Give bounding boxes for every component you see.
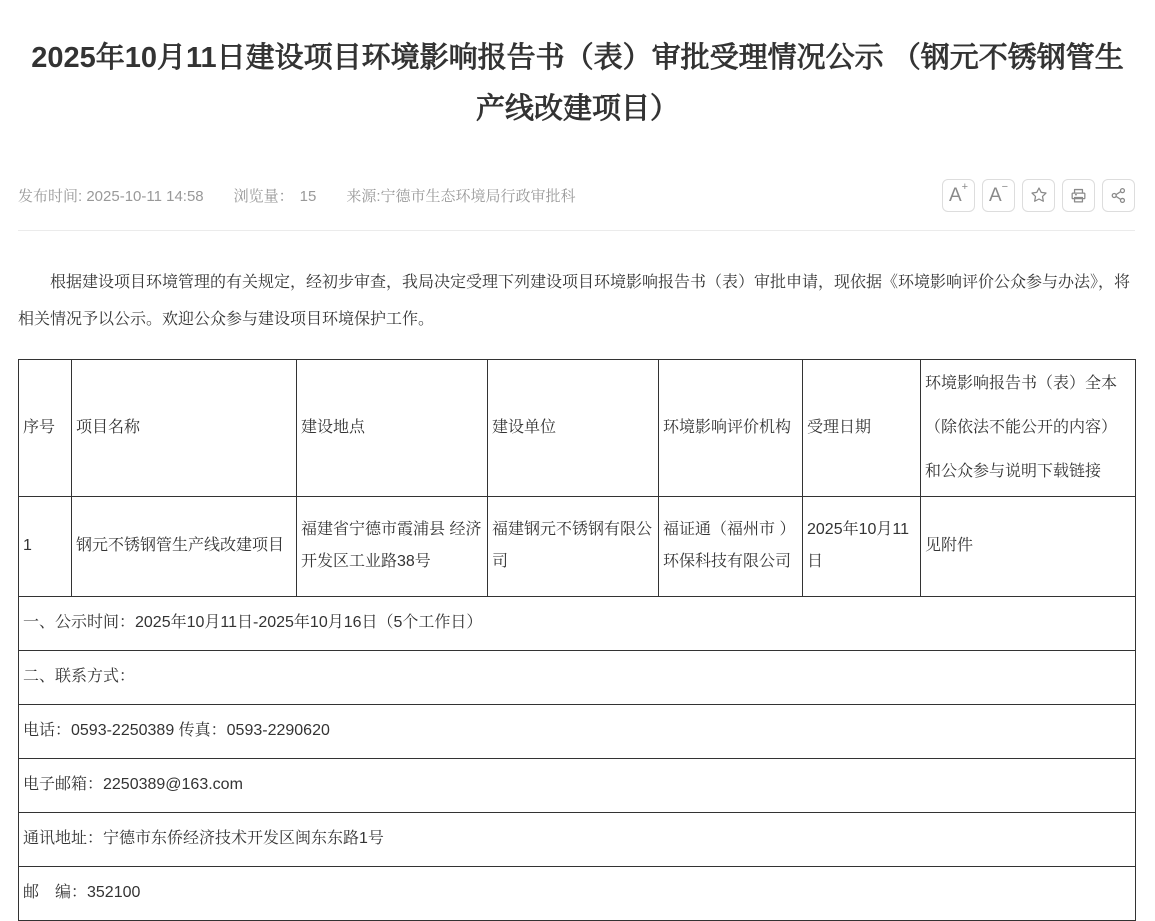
intro-paragraph: 根据建设项目环境管理的有关规定，经初步审查，我局决定受理下列建设项目环境影响报告书（表）审批申请，现依据《环境影响评价公众参与办法》，将相关情况予以公示。欢迎公众参与建设项目环境保护工作。 <box>18 273 1131 328</box>
font-decrease-icon: A− <box>988 181 1009 206</box>
page-title: 2025年10月11日建设项目环境影响报告书（表）审批受理情况公示 （钢元不锈钢管生产线改建项目） <box>31 42 1124 126</box>
header-location: 建设地点 <box>297 359 488 496</box>
font-decrease-button[interactable] <box>982 179 1015 212</box>
contact-heading-text: 二、联系方式： <box>19 650 1136 704</box>
publicity-period-text: 一、公示时间：2025年10月11日-2025年10月16日（5个工作日） <box>19 596 1136 650</box>
note-row-phone-fax <box>19 704 1136 758</box>
view-count-label: 浏览量： <box>233 187 294 205</box>
header-serial-no: 序号 <box>19 359 72 496</box>
header-accept-date: 受理日期 <box>803 359 921 496</box>
note-row-postal-code <box>19 866 1136 920</box>
note-row-contact-heading <box>19 650 1136 704</box>
print-button[interactable] <box>1062 179 1095 212</box>
cell-eia-agency: 福证通（福州市 ）环保科技有限公司 <box>659 496 803 596</box>
cell-location: 福建省宁德市霞浦县 经济开发区工业路38号 <box>297 496 488 596</box>
note-row-mailing-address <box>19 812 1136 866</box>
mailing-address-text: 通讯地址：宁德市东侨经济技术开发区闽东东路1号 <box>19 812 1136 866</box>
cell-accept-date: 2025年10月11日 <box>803 496 921 596</box>
view-count-value: 15 <box>299 187 317 205</box>
favorite-button[interactable] <box>1022 179 1055 212</box>
printer-icon <box>1069 186 1088 205</box>
cell-serial-no: 1 <box>19 496 72 596</box>
email-text: 电子邮箱：2250389@163.com <box>19 758 1136 812</box>
article-meta <box>18 185 576 206</box>
cell-project-name: 钢元不锈钢管生产线改建项目 <box>72 496 297 596</box>
table-header-row <box>19 359 1136 496</box>
note-row-publicity-period <box>19 596 1136 650</box>
approval-table <box>18 359 1136 921</box>
article-toolbar <box>935 179 1135 212</box>
header-download-link: 环境影响报告书（表）全本（除依法不能公开的内容）和公众参与说明下载链接 <box>921 359 1136 496</box>
share-icon <box>1109 186 1128 205</box>
source: 来源:宁德市生态环境局行政审批科 <box>346 187 576 205</box>
meta-toolbar-row <box>18 179 1135 212</box>
header-eia-agency: 环境影响评价机构 <box>659 359 803 496</box>
publish-time: 发布时间: 2025-10-11 14:58 <box>18 187 204 205</box>
phone-fax-text: 电话：0593-2250389 传真：0593-2290620 <box>19 704 1136 758</box>
cell-download-link: 见附件 <box>921 496 1136 596</box>
share-button[interactable] <box>1102 179 1135 212</box>
header-divider <box>18 230 1135 231</box>
note-row-email <box>19 758 1136 812</box>
font-increase-icon: A+ <box>948 181 969 206</box>
header-project-name: 项目名称 <box>72 359 297 496</box>
font-increase-button[interactable] <box>942 179 975 212</box>
view-count <box>234 188 317 205</box>
article-page <box>0 19 1155 920</box>
cell-construction-unit: 福建钢元不锈钢有限公司 <box>488 496 659 596</box>
postal-code-text: 邮 编：352100 <box>19 866 1136 920</box>
header-construction-unit: 建设单位 <box>488 359 659 496</box>
star-icon <box>1029 185 1049 205</box>
table-data-row <box>19 496 1136 596</box>
